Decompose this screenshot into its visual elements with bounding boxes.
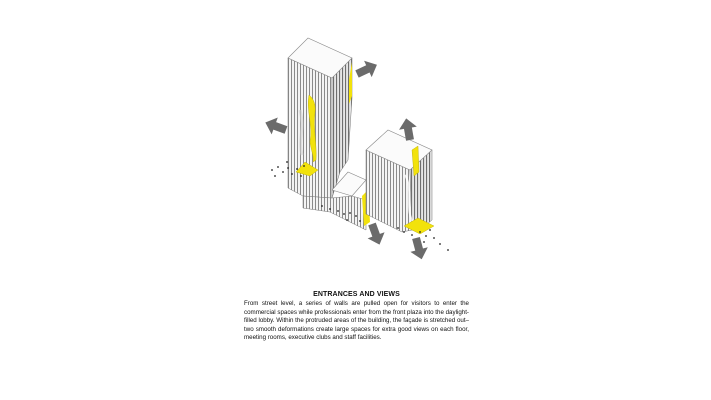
caption [244, 291, 469, 343]
arrow-icon [364, 221, 388, 248]
tall-tower [288, 38, 352, 198]
arrow-icon [262, 114, 289, 138]
arrow-icon [353, 57, 381, 83]
arrow-icon [407, 236, 430, 262]
tall-tower-left-face [288, 58, 332, 198]
caption-body: From street level, a series of walls are pulled open for visitors to enter the commercial spaces while professionals enter from the front plaza into the daylight-filled lobby. Within the protruded areas of the building, the façade is stretched out–two smooth deformations create large spaces for extra good views on each floor, meeting rooms, executive clubs and staff facilities. [244, 300, 469, 342]
caption-title: ENTRANCES AND VIEWS [313, 291, 400, 298]
podium-front-face [303, 196, 366, 230]
short-tower [366, 130, 434, 234]
